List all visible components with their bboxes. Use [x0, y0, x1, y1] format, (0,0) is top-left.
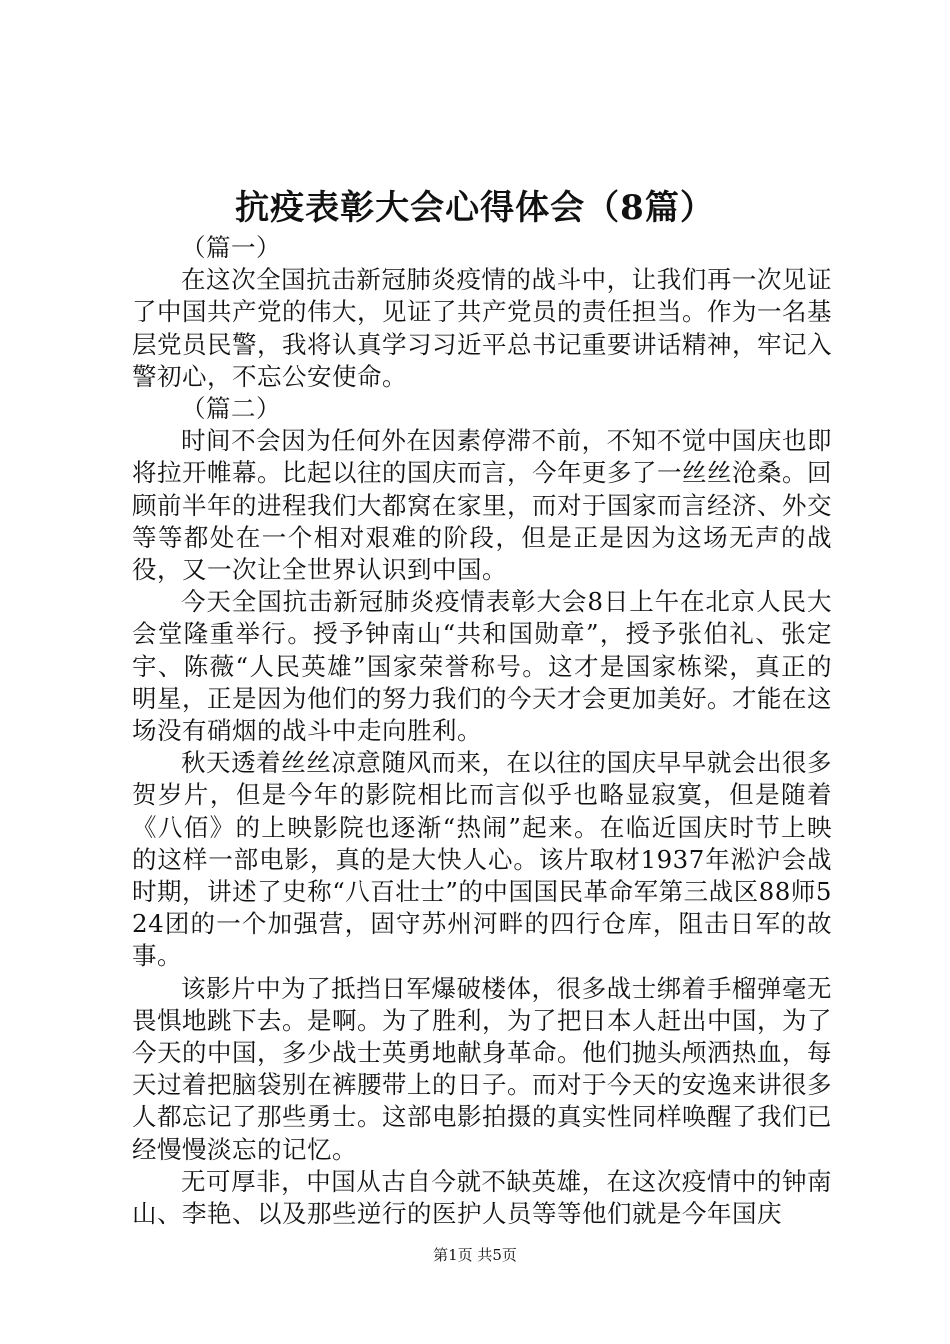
section-heading: （篇二） [181, 394, 281, 424]
document-title: 抗疫表彰大会心得体会（8篇） [235, 188, 715, 228]
paragraph: 今天全国抗击新冠肺炎疫情表彰大会8日上午在北京人民大会堂隆重举行。授予钟南山“共和国勋章”，授予张伯礼、张定宇、陈薇“人民英雄”国家荣誉称号。这才是国家栋梁，真正的明星，正是因为他们的努力我们的今天才会更加美好。才能在这场没有硝烟的战斗中走向胜利。 [132, 587, 832, 746]
paragraph: 在这次全国抗击新冠肺炎疫情的战斗中，让我们再一次见证了中国共产党的伟大，见证了共产党员的责任担当。作为一名基层党员民警，我将认真学习习近平总书记重要讲话精神，牢记入警初心，不忘公安使命。 [132, 265, 832, 391]
section-heading: （篇一） [181, 233, 281, 262]
paragraph: 秋天透着丝丝凉意随风而来，在以往的国庆早早就会出很多贺岁片，但是今年的影院相比而言似乎也略显寂寞，但是随着《八佰》的上映影院也逐渐“热闹”起来。在临近国庆时节上映的这样一部电影，真的是大快人心。该片取材1937年淞沪会战时期，讲述了史称“八百壮士”的中国国民革命军第三战区88师524团的一个加强营，固守苏州河畔的四行仓库，阻击日军的故事。 [132, 748, 832, 971]
document-body [132, 232, 832, 1230]
paragraph: 该影片中为了抵挡日军爆破楼体，很多战士绑着手榴弹毫无畏惧地跳下去。是啊。为了胜利，为了把日本人赶出中国，为了今天的中国，多少战士英勇地献身革命。他们抛头颅洒热血，每天过着把脑袋别在裤腰带上的日子。而对于今天的安逸来讲很多人都忘记了那些勇士。这部电影拍摄的真实性同样唤醒了我们已经慢慢淡忘的记忆。 [132, 973, 832, 1164]
paragraph: 无可厚非，中国从古自今就不缺英雄，在这次疫情中的钟南山、李艳、以及那些逆行的医护人员等等他们就是今年国庆 [132, 1166, 832, 1229]
page-footer: 第1页 共5页 [433, 1246, 517, 1264]
paragraph: 时间不会因为任何外在因素停滞不前，不知不觉中国庆也即将拉开帷幕。比起以往的国庆而言，今年更多了一丝丝沧桑。回顾前半年的进程我们大都窝在家里，而对于国家而言经济、外交等等都处在一个相对艰难的阶段，但是正是因为这场无声的战役，又一次让全世界认识到中国。 [132, 426, 832, 585]
